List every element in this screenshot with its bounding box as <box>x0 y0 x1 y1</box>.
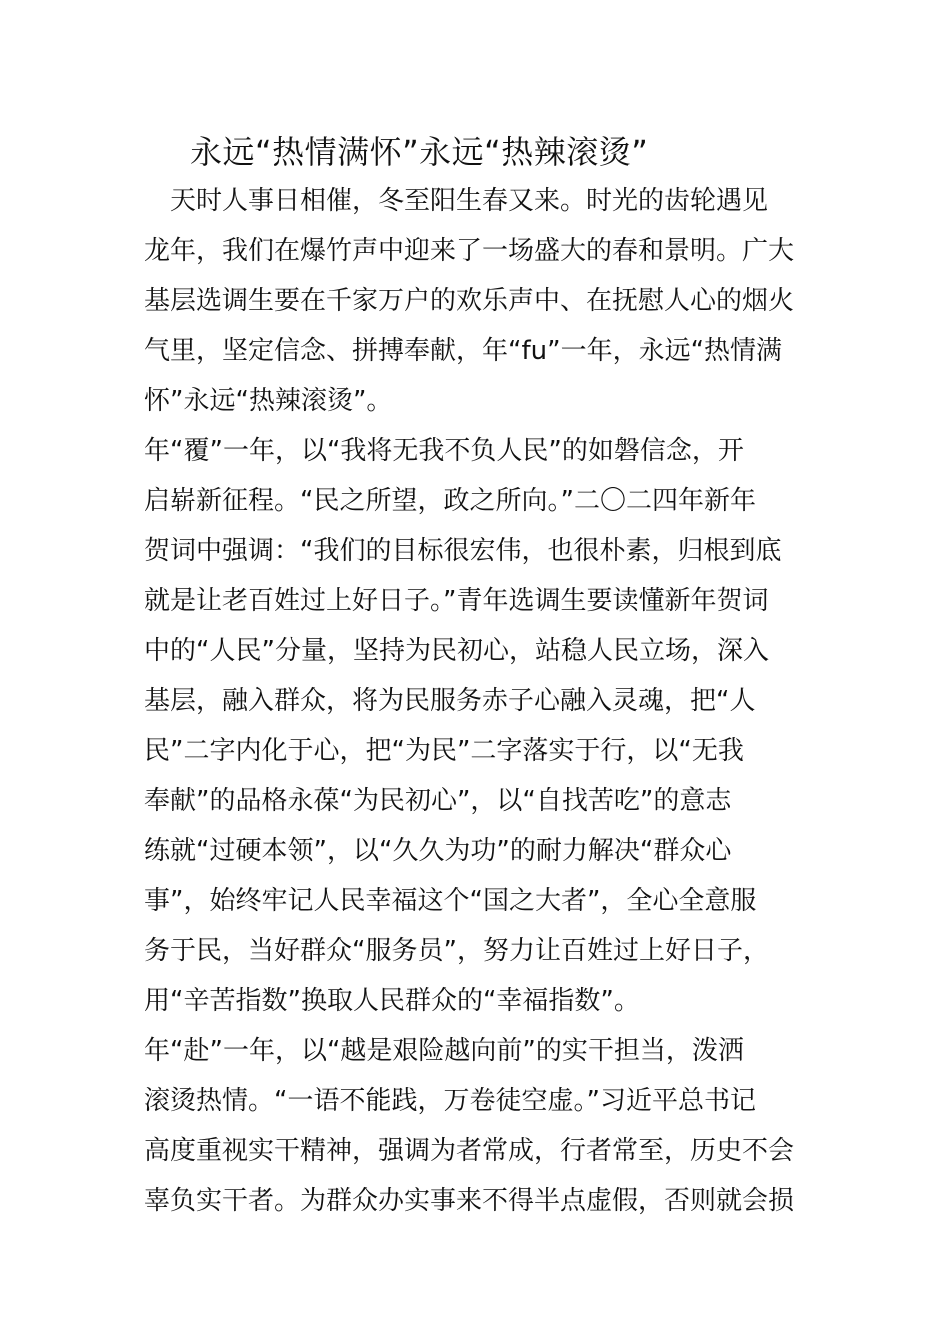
body-text-line: 务于民，当好群众“服务员”，努力让百姓过上好日子， <box>144 936 769 966</box>
body-text-line: 贺词中强调：“我们的目标很宏伟，也很朴素，归根到底 <box>144 536 782 566</box>
body-text-line: 气里，坚定信念、拼搏奉献，年“fu”一年，永远“热情满 <box>144 336 783 366</box>
body-text-line: 高度重视实干精神，强调为者常成，行者常至，历史不会 <box>144 1136 795 1166</box>
body-text-line: 天时人事日相催，冬至阳生春又来。时光的齿轮遇见 <box>144 186 769 216</box>
body-text-line: 用“辛苦指数”换取人民群众的“幸福指数”。 <box>144 986 640 1016</box>
body-text-line: 龙年，我们在爆竹声中迎来了一场盛大的春和景明。广大 <box>144 236 795 266</box>
body-text-line: 年“赴”一年，以“越是艰险越向前”的实干担当，泼洒 <box>144 1036 744 1066</box>
body-text-line: 年“覆”一年，以“我将无我不负人民”的如磐信念，开 <box>144 436 744 466</box>
body-text-line: 练就“过硬本领”，以“久久为功”的耐力解决“群众心 <box>144 836 732 866</box>
body-text-line: 中的“人民”分量，坚持为民初心，站稳人民立场，深入 <box>144 636 769 666</box>
body-text-line: 基层选调生要在千家万户的欢乐声中、在抚慰人心的烟火 <box>144 286 795 316</box>
body-text-line: 启崭新征程。“民之所望，政之所向。”二〇二四年新年 <box>144 486 756 516</box>
body-text-line: 辜负实干者。为群众办实事来不得半点虚假，否则就会损 <box>144 1186 795 1216</box>
body-text-line: 怀”永远“热辣滚烫”。 <box>144 386 393 416</box>
body-text-line: 基层，融入群众，将为民服务赤子心融入灵魂，把“人 <box>144 686 756 716</box>
page-title: 永远“热情满怀”永远“热辣滚烫” <box>190 133 649 171</box>
body-text-line: 事”，始终牢记人民幸福这个“国之大者”，全心全意服 <box>144 886 757 916</box>
body-text-line: 滚烫热情。“一语不能践，万卷徒空虚。”习近平总书记 <box>144 1086 756 1116</box>
body-text-line: 奉献”的品格永葆“为民初心”，以“自找苦吃”的意志 <box>144 786 732 816</box>
body-text-line: 民”二字内化于心，把“为民”二字落实于行，以“无我 <box>144 736 744 766</box>
body-text-line: 就是让老百姓过上好日子。”青年选调生要读懂新年贺词 <box>144 586 769 616</box>
